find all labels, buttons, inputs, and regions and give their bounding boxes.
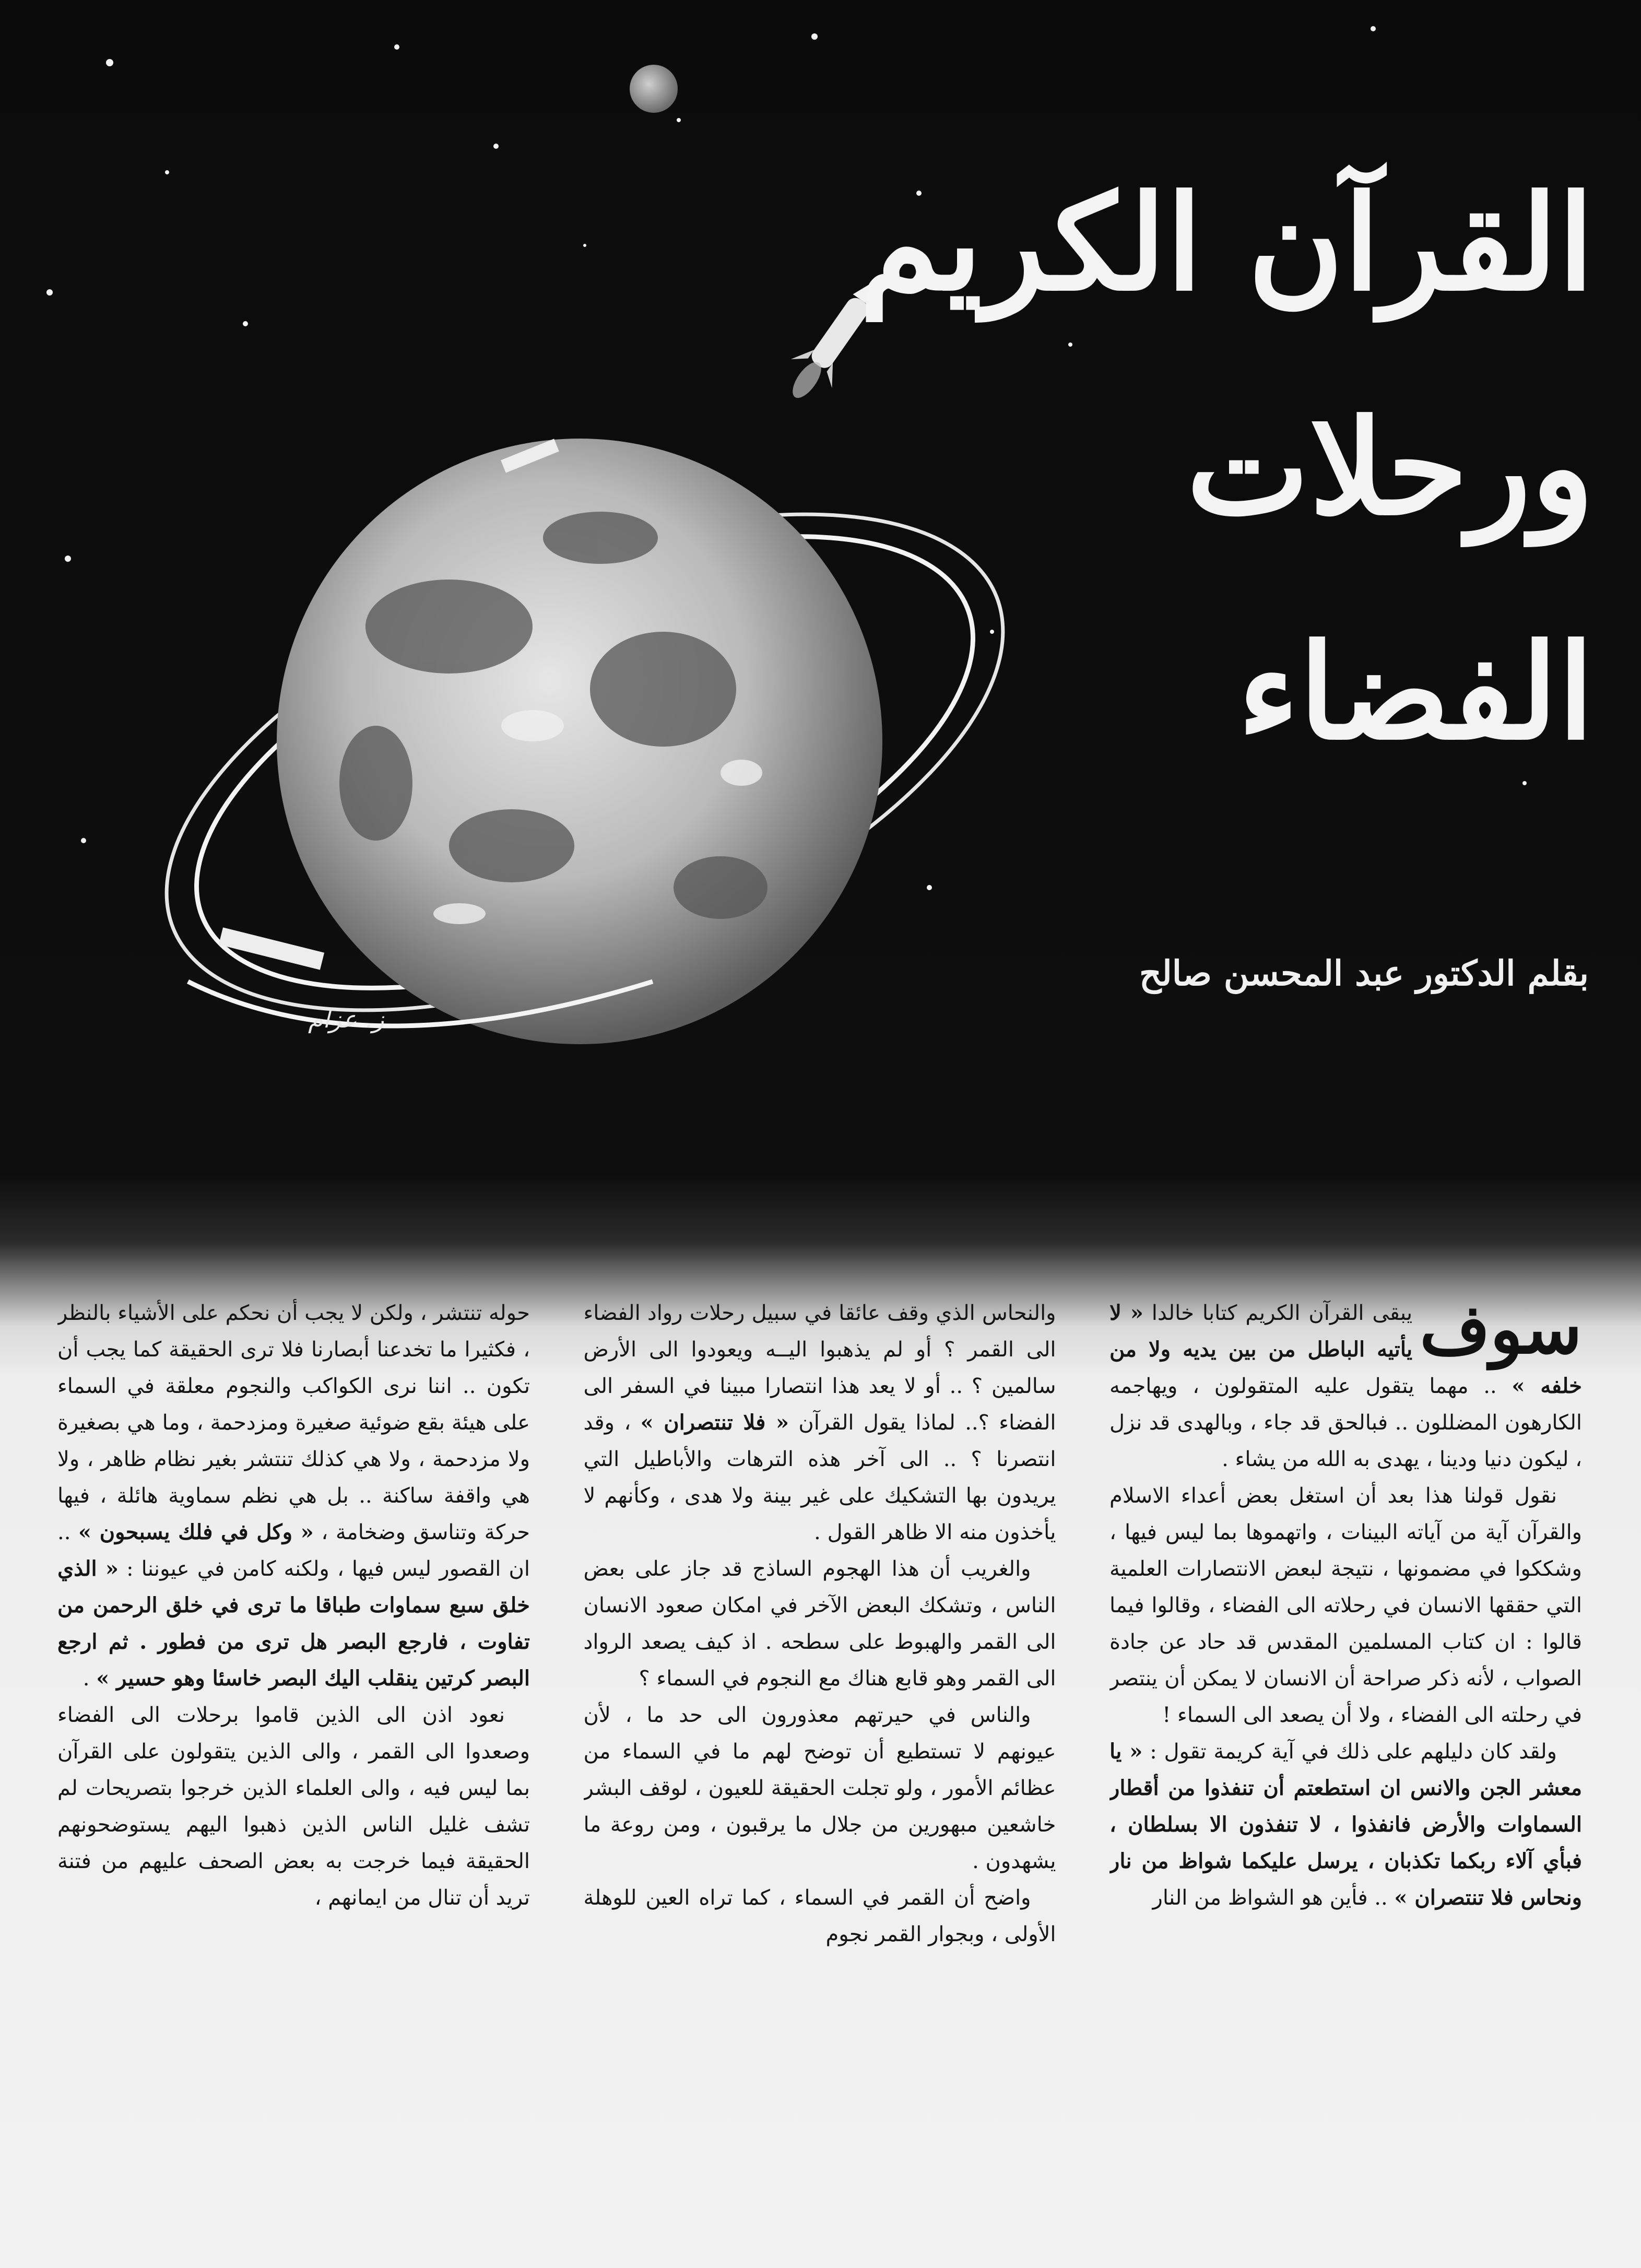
paragraph (57, 1295, 530, 1697)
quran-quote: « لا يأتيه الباطل من بين يديه ولا من خلفه » (1109, 1301, 1582, 1398)
paragraph (1109, 1733, 1582, 1916)
author-byline: بقلم الدكتور عبد المحسن صالح (1139, 953, 1589, 994)
title-line-3: الفضاء (1237, 615, 1594, 769)
column-3 (57, 1295, 530, 2245)
text-run: . (82, 1667, 90, 1691)
distant-planet (630, 65, 678, 113)
quran-quote: « الذي خلق سبع سماوات طباقا ما ترى في خلق الرحمن من تفاوت ، فارجع البصر هل ترى من فطور . ثم ارجع البصر كرتين ينقلب اليك البصر خاسئا وهو حسير » (57, 1556, 530, 1691)
paragraph: والغريب أن هذا الهجوم الساذج قد جاز على بعض الناس ، وتشكك البعض الآخر في امكان صعود الانسان الى القمر والهبوط على سطحه . اذ كيف يصعد الرواد الى القمر وهو قابع هناك مع النجوم في السماء ؟ (583, 1557, 1056, 1691)
title-line-2: ورحلات (1186, 391, 1594, 544)
text-run: .. ان القصور ليس فيها ، ولكنه كامن في عيوننا : (57, 1520, 530, 1581)
title-line-1: القرآن الكريم (859, 166, 1594, 320)
paragraph: والناس في حيرتهم معذورون الى حد ما ، لأن عيونهم لا تستطيع أن توضح لهم ما في السماء من عظائم الأمور ، ولو تجلت الحقيقة للعيون ، لوقف البشر خاشعين مبهورين من جلال ما يرقبون ، ومن روعة ما يشهدون . (583, 1703, 1056, 1873)
text-run: .. مهما يتقول عليه المتقولون ، ويهاجمه الكارهون المضللون .. فبالحق قد جاء ، وبالهدى قد نزل ، ليكون دنيا ودينا ، يهدى به الله من يشاء . (1109, 1374, 1582, 1471)
paragraph (584, 1295, 1056, 1551)
paragraph: نقول قولنا هذا بعد أن استغل بعض أعداء الاسلام والقرآن آية من آياته البينات ، واتهموها بما ليس فيها ، وشككوا في مضمونها ، نتيجة لبعض الانتصارات العلمية التي حققها الانسان في رحلاته الى الفضاء ، وقالوا فيما قالوا : ان كتاب المسلمين المقدس قد حاد عن جادة الصواب ، لأنه ذكر صراحة أن الانسان لا يمكن أن ينتصر في رحلته الى الفضاء ، ولا أن يصعد الى السماء ! (1109, 1484, 1582, 1727)
drop-cap-word: سوف (1420, 1295, 1582, 1369)
article-body (57, 1295, 1582, 2245)
text-run: يبقى القرآن الكريم كتابا خالدا (1151, 1301, 1413, 1325)
column-1 (1109, 1295, 1582, 2245)
text-run: .. فأين هو الشواظ من النار (1152, 1886, 1388, 1910)
text-run: ، وقد انتصرنا ؟ .. الى آخر هذه الترهات والأباطيل التي يريدون بها التشكيك على غير بينة ولا هدى ، وكأنهم لا يأخذون منه الا ظاهر القول . (583, 1411, 1056, 1544)
quran-quote: « يا معشر الجن والانس ان استطعتم أن تنفذوا من أقطار السماوات والأرض فانفذوا ، لا تنفذون الا بسلطان ، فبأي آلاء ربكما تكذبان ، يرسل عليكما شواظ من نار ونحاس فلا تنتصران » (1109, 1739, 1582, 1910)
paragraph (1109, 1295, 1582, 1478)
paragraph: واضح أن القمر في السماء ، كما تراه العين للوهلة الأولى ، وبجوار القمر نجوم (583, 1886, 1056, 1946)
text-run: حوله تنتشر ، ولكن لا يجب أن نحكم على الأشياء بالنظر ، فكثيرا ما تخدعنا أبصارنا فلا ترى الحقيقة كما يجب أن تكون .. اننا نرى الكواكب والنجوم معلقة في السماء على هيئة بقع ضوئية صغيرة ومزدحمة ، وما هي بصغيرة ولا مزدحمة ، ولا هي كذلك تنتشر بغير نظام ظاهر ، ولا هي واقفة ساكنة .. بل هي نظم سماوية هائلة ، فيها حركة وتناسق وضخامة ، (57, 1301, 530, 1544)
paragraph: نعود اذن الى الذين قاموا برحلات الى الفضاء وصعدوا الى القمر ، والى الذين يتقولون على القرآن بما ليس فيه ، والى العلماء الذين خرجوا بتصريحات لم تشف غليل الناس الذين ذهبوا اليهم يستوضحونهم الحقيقة فيما خرجت به بعض الصحف عليهم من فتنة تريد أن تنال من ايمانهم ، (57, 1703, 530, 1910)
article-title (602, 131, 1594, 804)
column-2 (584, 1295, 1056, 2245)
artist-signature: ز. عزام (308, 1005, 384, 1033)
quran-quote: « فلا تنتصران » (640, 1410, 789, 1435)
text-run: والنحاس الذي وقف عائقا في سبيل رحلات رواد الفضاء الى القمر ؟ أو لم يذهبوا اليــه ويعودوا الى الأرض سالمين ؟ .. أو لا يعد هذا انتصارا مبينا في السفر الى الفضاء ؟.. لماذا يقول القرآن (583, 1301, 1056, 1435)
quran-quote: « وكل في فلك يسبحون » (78, 1520, 314, 1544)
text-run: ولقد كان دليلهم على ذلك في آية كريمة تقول : (1150, 1740, 1557, 1764)
